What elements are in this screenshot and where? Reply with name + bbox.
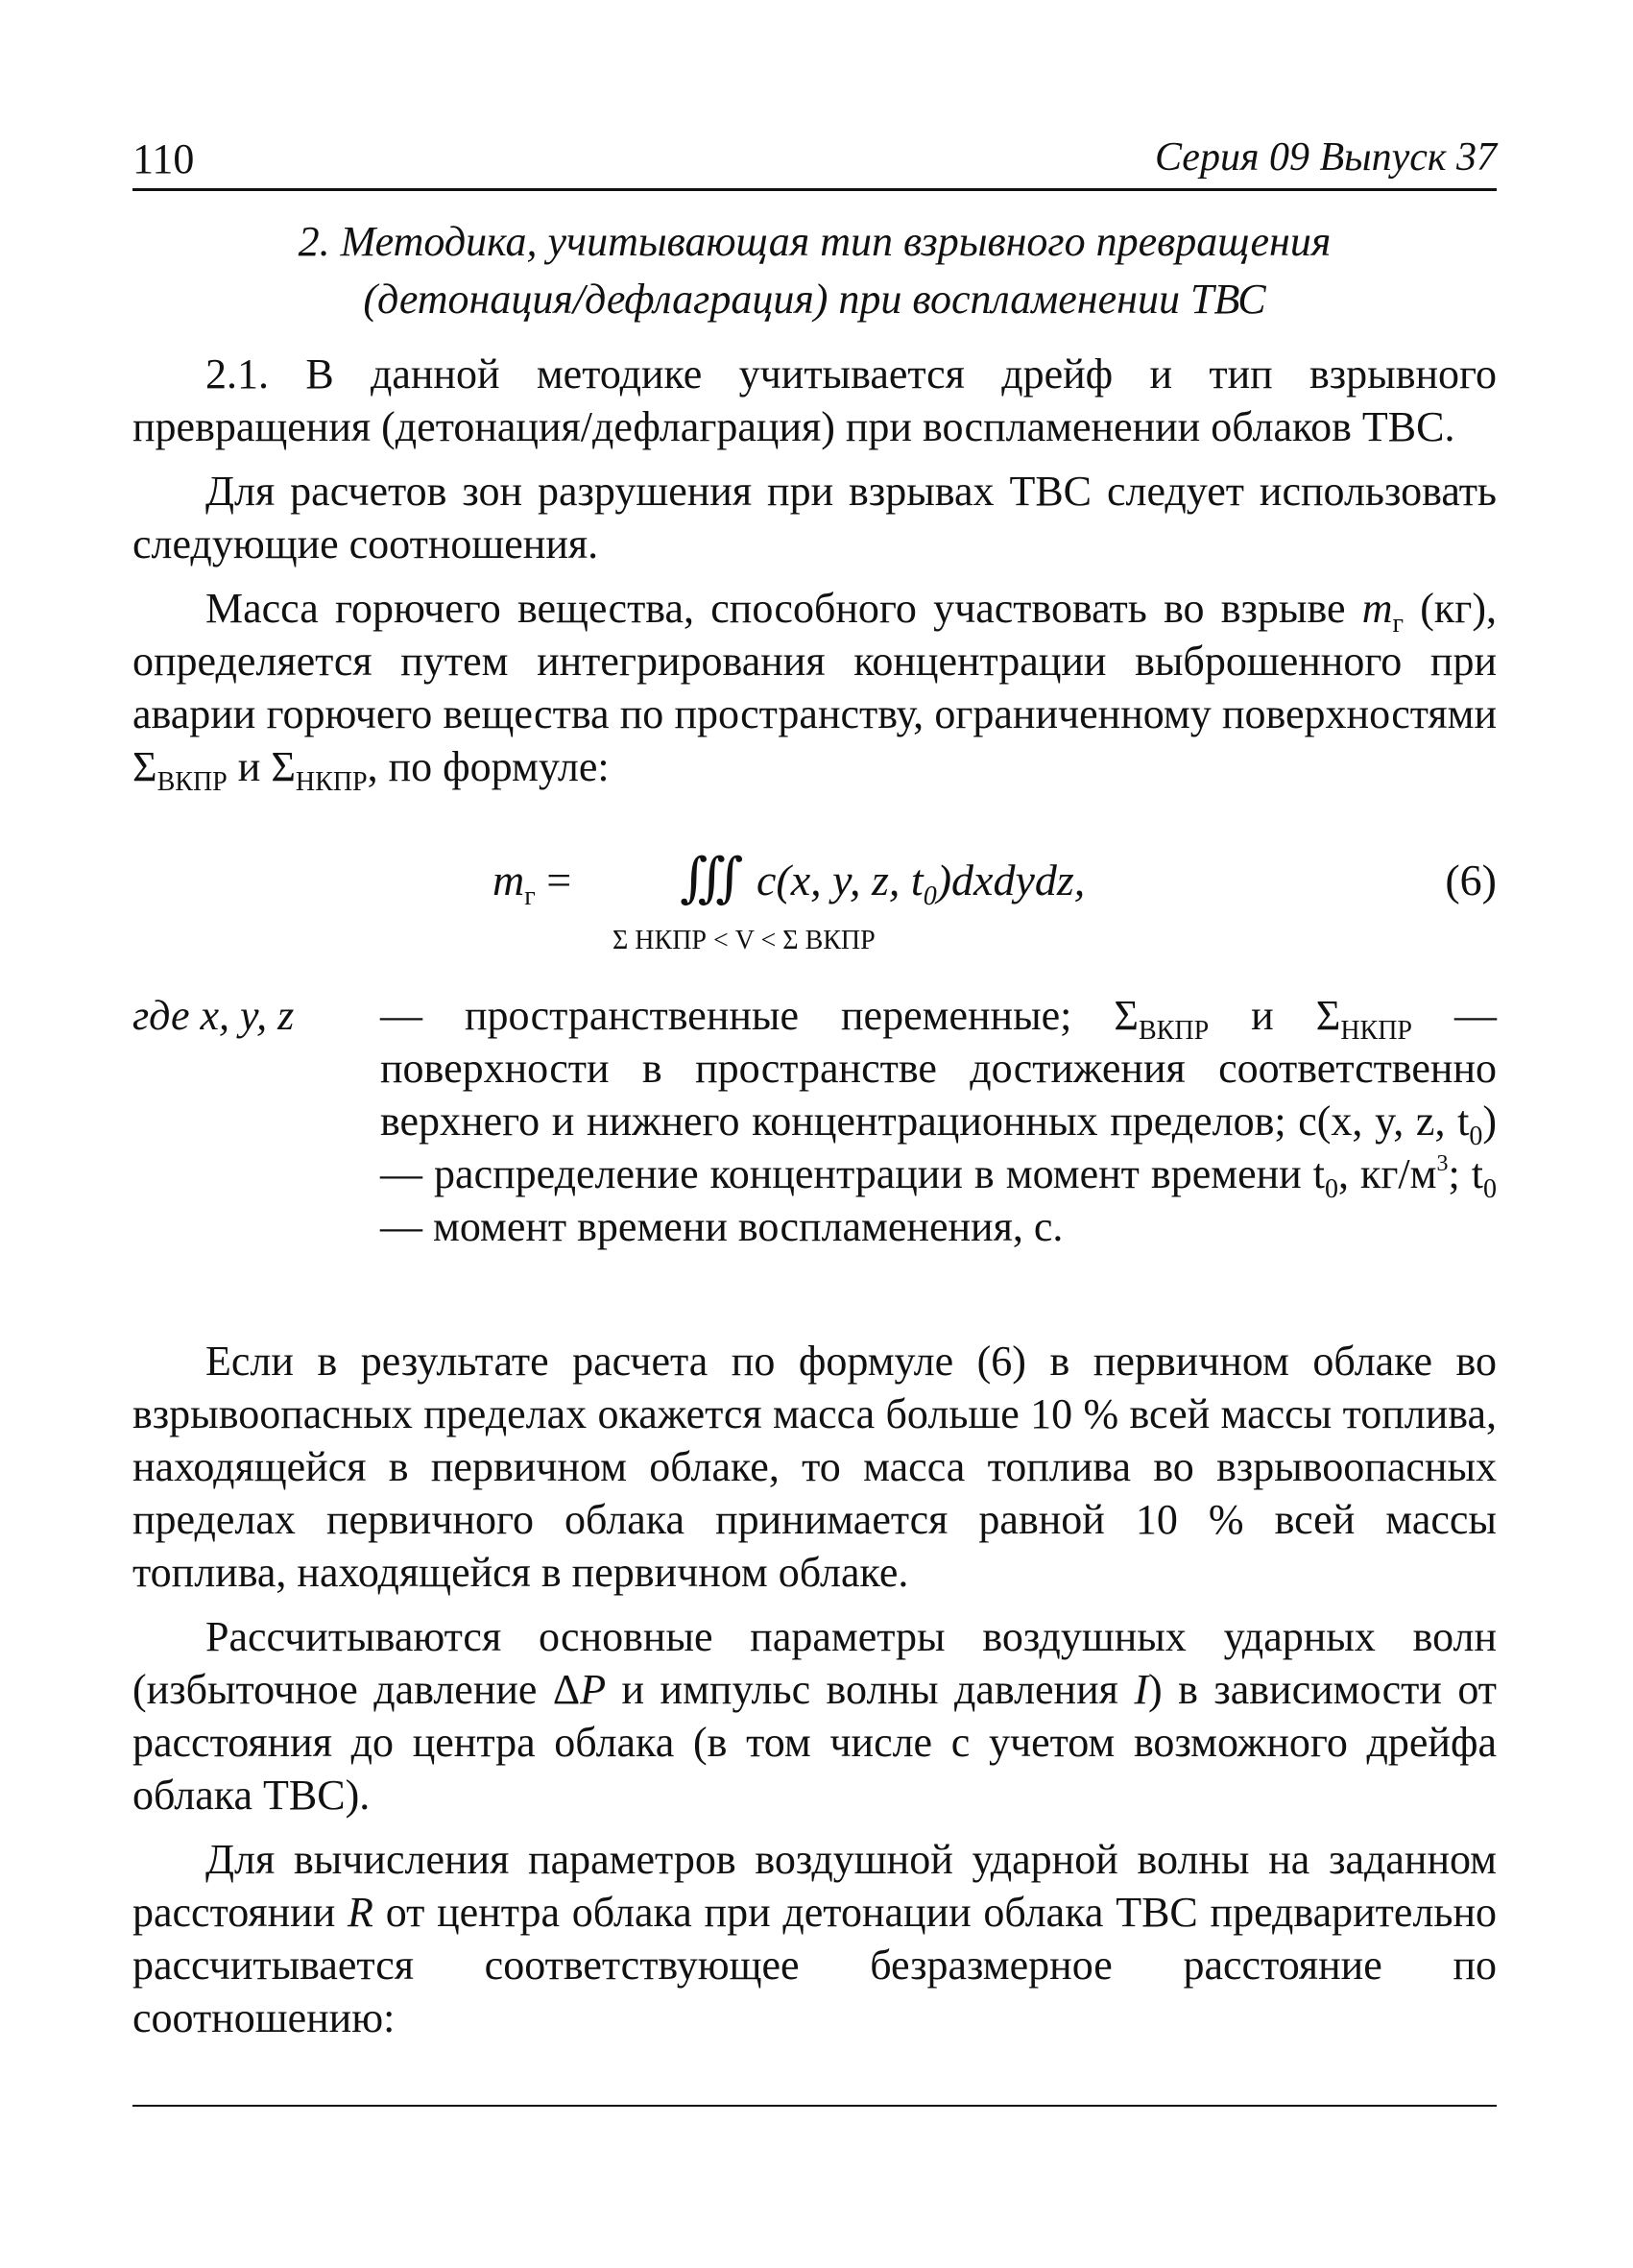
header-rule xyxy=(132,188,1497,191)
paragraph-shock-params xyxy=(132,1610,1497,1822)
pressure-symbol: P xyxy=(580,1666,607,1713)
formula-lhs xyxy=(492,855,572,911)
where-sub-nkpr: НКПР xyxy=(1340,1016,1413,1046)
paragraph-ten-percent: Если в результате расчета по формуле (6) в первичном облаке во взрывоопасных пределах окажется масса больше 10 % всей массы топлива, находящейся в первичном облаке, то масса топлива во взрывоопасных пределах первичного облака принимается равной 10 % всей массы топлива, находящейся в первичном облаке. xyxy=(132,1338,1497,1596)
where-desc-g: — момент времени воспламенения, с. xyxy=(380,1203,1064,1250)
paragraph-distance xyxy=(132,1833,1497,2044)
sigma-nkpr-subscript: НКПР xyxy=(295,767,368,797)
formula-integrand-text: c(x, y, z, t xyxy=(756,856,924,905)
where-desc-d: ) — распределение концентрации в момент времени t xyxy=(380,1098,1497,1197)
where-desc-f: ; t xyxy=(1448,1150,1483,1197)
footer-rule xyxy=(132,2105,1497,2107)
formula-lhs-subscript: г xyxy=(524,881,536,911)
where-lead: где x, y, z xyxy=(132,992,295,1039)
integral-limits: Σ НКПР < V < Σ ВКПР xyxy=(612,926,876,955)
paragraph-shock-text-c: ) в зависимости от расстояния до центра облака (в том числе с учетом возможного дрейфа облака ТВС). xyxy=(132,1666,1497,1819)
distance-symbol: R xyxy=(348,1889,373,1936)
where-sub-vkpr: ВКПР xyxy=(1139,1016,1210,1046)
paragraph-mass-text-a: Масса горючего вещества, способного участвовать во взрыве xyxy=(205,585,1362,632)
paragraph-calc-zones: Для расчетов зон разрушения при взрывах ТВС следует использовать следующие соотношения. xyxy=(132,468,1497,567)
formula-integrand xyxy=(756,855,1086,911)
where-sub-t0-c: 0 xyxy=(1482,1174,1497,1204)
section-title-line-1: 2. Методика, учитывающая тип взрывного превращения xyxy=(298,218,1332,265)
paragraph-mass xyxy=(132,582,1497,797)
mass-subscript: г xyxy=(1392,609,1405,639)
paragraph-distance-text-a: Для вычисления параметров воздушной ударной волны на заданном расстоянии xyxy=(132,1836,1497,1936)
paragraph-distance-text-b: от центра облака при детонации облака ТВС предварительно рассчитывается соответствующее безразмерное расстояние по соотношению: xyxy=(132,1889,1498,2041)
paragraph-mass-text-d: , по формуле: xyxy=(367,743,610,790)
where-desc-e: , кг/м xyxy=(1337,1150,1437,1197)
body-block-top xyxy=(132,348,1497,805)
where-description xyxy=(380,989,1497,1253)
paragraph-mass-text-b: (кг), определяется путем интегрирования концентрации выброшенного при аварии горючего вещества по пространству, ограниченному поверхностями Σ xyxy=(132,585,1497,790)
formula-6 xyxy=(132,849,1497,979)
formula-integrand-tail: )dxdydz, xyxy=(936,856,1086,905)
section-title-line-2: (детонация/дефлаграция) при воспламенении ТВС xyxy=(363,276,1266,323)
running-header: Серия 09 Выпуск 37 xyxy=(1155,135,1497,180)
section-title xyxy=(132,213,1497,328)
formula-lhs-symbol: m xyxy=(492,856,525,905)
where-desc-a: — пространственные переменные; Σ xyxy=(380,992,1139,1039)
where-sup-3: 3 xyxy=(1436,1151,1449,1176)
page-number: 110 xyxy=(132,135,195,182)
where-sub-t0-b: 0 xyxy=(1324,1174,1338,1204)
formula-integrand-subscript: 0 xyxy=(923,881,937,911)
mass-symbol: m xyxy=(1361,585,1393,632)
equation-number: (6) xyxy=(1445,856,1497,905)
where-desc-c: — поверхности в пространстве достижения соответственно верхнего и нижнего концентрационных пределов; c(x, y, z, t xyxy=(380,992,1498,1145)
sigma-vkpr-subscript: ВКПР xyxy=(156,767,228,797)
body-block-bottom xyxy=(132,1335,1497,2056)
paragraph-mass-text-c: и Σ xyxy=(227,743,296,790)
paragraph-shock-text-b: и импульс волны давления xyxy=(606,1666,1135,1713)
where-desc-b: и Σ xyxy=(1209,992,1341,1039)
where-block xyxy=(132,989,1497,1253)
triple-integral-sign: ∭ xyxy=(680,849,744,908)
paragraph-shock-text-a: Рассчитываются основные параметры воздушных ударных волн (избыточное давление Δ xyxy=(132,1613,1497,1713)
where-sub-t0-a: 0 xyxy=(1469,1122,1483,1151)
formula-equals: = xyxy=(535,856,572,905)
impulse-symbol: I xyxy=(1134,1666,1149,1713)
paragraph-2-1: 2.1. В данной методике учитывается дрейф и тип взрывного превращения (детонация/дефлаграция) при воспламенении облаков ТВС. xyxy=(132,350,1497,450)
